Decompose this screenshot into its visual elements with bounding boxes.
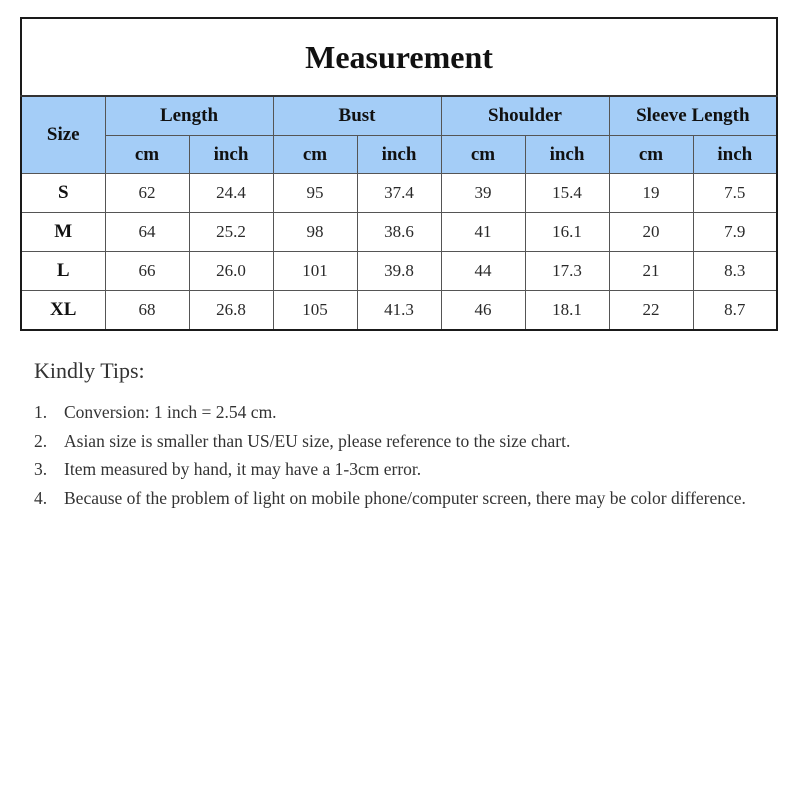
tips-title: Kindly Tips: [34,358,145,383]
table-cell: 39 [441,174,525,213]
list-item-text: Conversion: 1 inch = 2.54 cm. [64,402,277,422]
table-cell: 21 [609,252,693,291]
unit-header: cm [609,136,693,174]
table-cell: 19 [609,174,693,213]
group-header-shoulder: Shoulder [441,96,609,136]
table-cell: 8.3 [693,252,777,291]
list-item-number: 3. [34,459,48,479]
size-label: XL [21,291,105,331]
group-header-sleeve-length: Sleeve Length [609,96,777,136]
table-cell: 26.0 [189,252,273,291]
table-cell: 25.2 [189,213,273,252]
table-cell: 44 [441,252,525,291]
table-row [21,291,777,331]
table-cell: 41 [441,213,525,252]
group-header-bust: Bust [273,96,441,136]
table-cell: 66 [105,252,189,291]
unit-header: inch [357,136,441,174]
list-item [34,427,754,456]
table-cell: 8.7 [693,291,777,331]
unit-header: cm [105,136,189,174]
list-item [34,484,754,513]
table-cell: 39.8 [357,252,441,291]
list-item-number: 4. [34,487,48,508]
table-cell: 7.9 [693,213,777,252]
table-cell: 24.4 [189,174,273,213]
table-row [21,252,777,291]
table-cell: 37.4 [357,174,441,213]
table-cell: 15.4 [525,174,609,213]
table-cell: 41.3 [357,291,441,331]
table-cell: 17.3 [525,252,609,291]
table-cell: 62 [105,174,189,213]
kindly-tips-section [34,358,754,512]
table-cell: 26.8 [189,291,273,331]
list-item-number: 2. [34,430,48,451]
table-cell: 105 [273,291,357,331]
table-cell: 68 [105,291,189,331]
table-cell: 22 [609,291,693,331]
table-row [21,174,777,213]
size-column-header: Size [21,96,105,174]
size-label: M [21,213,105,252]
table-cell: 16.1 [525,213,609,252]
table-cell: 7.5 [693,174,777,213]
size-chart-table [20,17,778,331]
list-item-text: Item measured by hand, it may have a 1-3cm error. [64,459,422,479]
list-item [34,398,754,427]
table-cell: 38.6 [357,213,441,252]
table-cell: 46 [441,291,525,331]
unit-header: inch [525,136,609,174]
group-header-length: Length [105,96,273,136]
table-title: Measurement [21,18,777,96]
unit-header: inch [693,136,777,174]
unit-header: cm [441,136,525,174]
unit-header: inch [189,136,273,174]
table-cell: 95 [273,174,357,213]
size-label: L [21,252,105,291]
list-item-text: Because of the problem of light on mobile phone/computer screen, there may be color difference. [64,487,746,508]
table-cell: 64 [105,213,189,252]
table-cell: 20 [609,213,693,252]
unit-header: cm [273,136,357,174]
table-cell: 98 [273,213,357,252]
list-item [34,455,754,484]
list-item-number: 1. [34,402,48,422]
table-row [21,213,777,252]
table-cell: 101 [273,252,357,291]
header-group-row [21,96,777,136]
size-label: S [21,174,105,213]
header-unit-row [21,136,777,174]
tips-list [34,398,754,512]
list-item-text: Asian size is smaller than US/EU size, please reference to the size chart. [64,430,571,451]
table-cell: 18.1 [525,291,609,331]
